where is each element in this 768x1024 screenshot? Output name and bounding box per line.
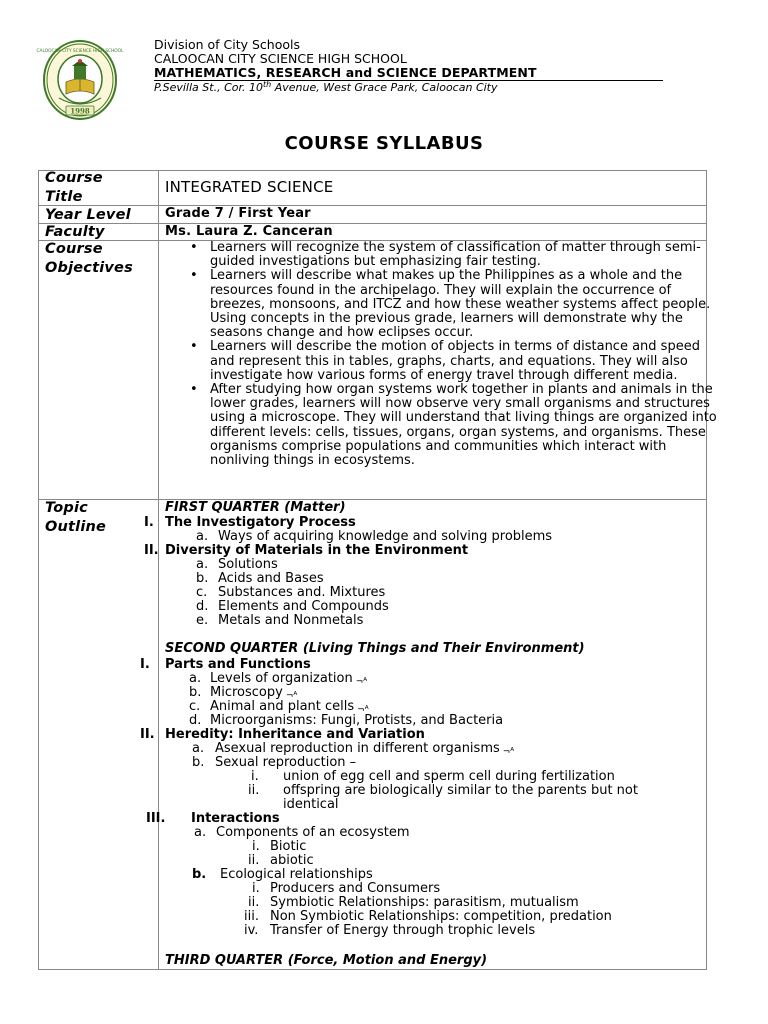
outline-item: Substances and. Mixtures: [218, 585, 386, 600]
outline-roman: ii.: [248, 783, 260, 798]
outline-item: Ways of acquiring knowledge and solving problems: [218, 529, 553, 544]
outline-item: Producers and Consumers: [270, 881, 441, 896]
outline-item: Animal and plant cells ¬ᴬ: [210, 699, 369, 715]
outline-letter: a.: [194, 825, 207, 840]
outline-item: Ecological relationships: [220, 867, 373, 882]
svg-text:1998: 1998: [70, 106, 90, 116]
school-seal-logo: [36, 40, 124, 124]
outline-item: Acids and Bases: [218, 571, 324, 586]
faculty-value: Ms. Laura Z. Canceran: [165, 224, 333, 239]
outline-roman: ii.: [248, 853, 260, 868]
outline-item: Microorganisms: Fungi, Protists, and Bacteria: [210, 713, 504, 728]
outline-item: Microscopy ¬ᴬ: [210, 685, 298, 701]
faculty-label: Faculty: [45, 224, 105, 240]
outline-item: Biotic: [270, 839, 307, 854]
outline-item: Non Symbiotic Relationships: competition, predation: [270, 909, 612, 924]
outline-number: I.: [144, 515, 154, 530]
outline-item: Levels of organization ¬ᴬ: [210, 671, 368, 687]
outline-item: Elements and Compounds: [218, 599, 389, 614]
outline-number: II.: [140, 727, 155, 742]
outline-letter: a.: [189, 671, 202, 686]
objective-item: • Learners will describe what makes up the Philippines as a whole and the resources found in the archipelago. They will explain the occurrence of breezes, monsoons, and ITCZ and how these weather systems affect people. Using concepts in the previous grade, learners will demonstrate why the seasons change and how eclipses occur.: [210, 269, 720, 340]
column-divider: [158, 171, 159, 969]
outline-letter: a.: [196, 529, 209, 544]
outline-item: Metals and Nonmetals: [218, 613, 364, 628]
outline-roman: iii.: [244, 909, 259, 924]
outline-section-title: Parts and Functions: [165, 657, 311, 672]
outline-roman: ii.: [248, 895, 260, 910]
outline-section-title: Diversity of Materials in the Environment: [165, 543, 469, 558]
syllabus-table: [38, 170, 717, 970]
outline-letter: c.: [196, 585, 208, 600]
outline-letter: d.: [196, 599, 209, 614]
outline-item: Symbiotic Relationships: parasitism, mutualism: [270, 895, 579, 910]
outline-item: Solutions: [218, 557, 278, 572]
outline-roman: i.: [251, 769, 259, 784]
outline-letter: a.: [192, 741, 205, 756]
outline-number: II.: [144, 543, 159, 558]
outline-item: Asexual reproduction in different organisms ¬ᴬ: [215, 741, 515, 757]
outline-letter: c.: [189, 699, 201, 714]
document-title: COURSE SYLLABUS: [284, 133, 484, 154]
second-quarter-heading: SECOND QUARTER (Living Things and Their Environment): [165, 641, 585, 656]
outline-letter: b.: [196, 571, 209, 586]
outline-item: union of egg cell and sperm cell during fertilization: [283, 769, 615, 784]
third-quarter-heading: THIRD QUARTER (Force, Motion and Energy): [165, 953, 488, 968]
row-divider: [39, 205, 706, 206]
outline-section-title: Interactions: [191, 811, 280, 826]
outline-item: offspring are biologically similar to the parents but not: [283, 783, 638, 798]
outline-number: III.: [146, 811, 166, 826]
objective-item: • Learners will describe the motion of objects in terms of distance and speed and represent this in tables, graphs, charts, and equations. They will also investigate how various forms of energy travel through different media.: [210, 340, 720, 383]
outline-roman: i.: [252, 881, 260, 896]
school-name: CALOOCAN CITY SCIENCE HIGH SCHOOL: [154, 51, 407, 66]
objective-item: • After studying how organ systems work together in plants and animals in the lower grades, learners will now observe very small organisms and structures using a microscope. They will understand that living things are organized into different levels: cells, tissues, organs, organ systems, and organisms. These organisms comprise populations and communities which interact with nonliving things in ecosystems.: [210, 383, 720, 468]
outline-section-title: The Investigatory Process: [165, 515, 356, 530]
outline-item: abiotic: [270, 853, 314, 868]
course-title-value: INTEGRATED SCIENCE: [165, 178, 334, 196]
svg-text:CALOOCAN CITY SCIENCE HIGH SCH: CALOOCAN CITY SCIENCE HIGH SCHOOL: [36, 49, 124, 54]
topic-outline-label: Topic Outline: [45, 500, 107, 535]
outline-letter: b.: [189, 685, 202, 700]
outline-roman: i.: [252, 839, 260, 854]
school-address: P.Sevilla St., Cor. 10th Avenue, West Grace Park, Caloocan City: [154, 80, 498, 94]
outline-item: Sexual reproduction –: [215, 755, 357, 770]
outline-item: Transfer of Energy through trophic levels: [270, 923, 536, 938]
department-name: MATHEMATICS, RESEARCH and SCIENCE DEPARTMENT: [154, 65, 537, 80]
course-objectives-list: [189, 241, 720, 468]
outline-letter: b.: [192, 867, 207, 882]
outline-letter: b.: [192, 755, 205, 770]
outline-item: Components of an ecosystem: [216, 825, 410, 840]
division-line: Division of City Schools: [154, 37, 301, 52]
outline-section-title: Heredity: Inheritance and Variation: [165, 727, 425, 742]
year-level-value: Grade 7 / First Year: [165, 206, 311, 221]
outline-letter: d.: [189, 713, 202, 728]
outline-item-continued: identical: [283, 797, 339, 812]
outline-number: I.: [140, 657, 150, 672]
year-level-label: Year Level: [45, 207, 131, 223]
course-objectives-label: Course Objectives: [45, 241, 133, 276]
first-quarter-heading: FIRST QUARTER (Matter): [165, 500, 346, 515]
letterhead: [0, 0, 768, 130]
outline-roman: iv.: [244, 923, 259, 938]
objective-item: • Learners will recognize the system of classification of matter through semi-guided investigations but emphasizing fair testing.: [210, 241, 720, 269]
outline-letter: a.: [196, 557, 209, 572]
course-title-label: Course Title: [45, 170, 103, 205]
row-divider: [39, 223, 706, 224]
outline-letter: e.: [196, 613, 209, 628]
row-divider: [39, 499, 706, 500]
